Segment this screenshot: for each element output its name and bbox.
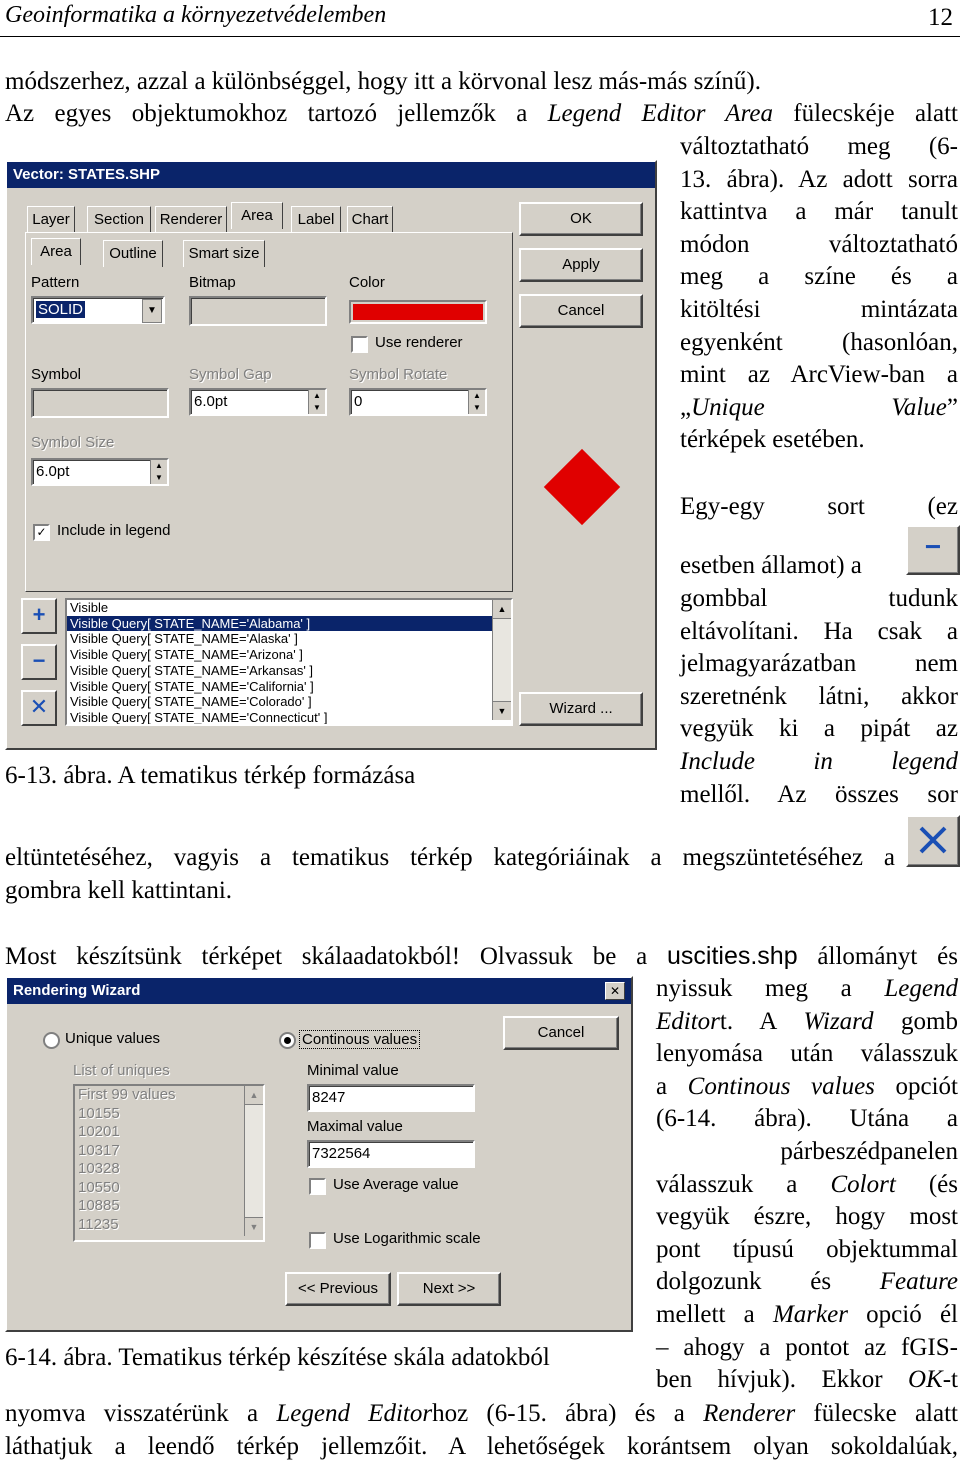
symbol-rotate-label: Symbol Rotate <box>349 366 448 383</box>
minimal-value-label: Minimal value <box>307 1062 399 1079</box>
subtab-smart-size[interactable]: Smart size <box>183 240 265 267</box>
apply-button[interactable]: Apply <box>519 248 643 282</box>
symbol-preview <box>544 449 620 525</box>
para2-line1: Egy-egy sort (ez <box>680 493 958 520</box>
wizard-button[interactable]: Wizard ... <box>519 692 643 726</box>
symbol-gap-label: Symbol Gap <box>189 366 272 383</box>
rendering-wizard-dialog <box>5 976 633 1332</box>
unique-values-label: Unique values <box>65 1030 161 1047</box>
list-item[interactable]: Visible <box>70 600 109 615</box>
list-item: 10328 <box>78 1160 120 1177</box>
scroll-down-icon[interactable]: ▼ <box>245 1217 263 1236</box>
maximal-value-input[interactable]: 7322564 <box>307 1140 475 1168</box>
tab-section[interactable]: Section <box>87 206 151 233</box>
use-log-checkbox[interactable] <box>309 1232 326 1249</box>
include-legend-checkbox[interactable]: ✓ <box>33 524 50 541</box>
list-item: 10550 <box>78 1178 120 1196</box>
continous-values-radio[interactable] <box>279 1032 296 1049</box>
unique-values-radio[interactable] <box>43 1032 60 1049</box>
para1-line2: Az egyes objektumokhoz tartozó jellemzők a Legend Editor Area fülecskéje alatt <box>5 100 958 127</box>
wizard-cancel-button[interactable]: Cancel <box>503 1016 619 1050</box>
pattern-label: Pattern <box>31 274 80 291</box>
use-log-label: Use Logarithmic scale <box>333 1230 481 1247</box>
symbol-gap-value: 6.0pt <box>194 393 228 410</box>
symbol-size-label: Symbol Size <box>31 434 115 451</box>
list-item: 10201 <box>78 1123 120 1140</box>
next-button[interactable]: Next >> <box>397 1272 501 1306</box>
maximal-value-label: Maximal value <box>307 1118 403 1135</box>
list-item: 10885 <box>78 1197 120 1214</box>
list-item[interactable]: Visible Query[ STATE_NAME='Alaska' ] <box>70 631 298 647</box>
bitmap-label: Bitmap <box>189 274 236 291</box>
figure1-caption: 6-13. ábra. A tematikus térkép formázása <box>5 762 416 789</box>
remove-all-button[interactable]: ✕ <box>21 690 57 726</box>
subtab-area[interactable]: Area <box>31 238 81 265</box>
para3-line1: Most készítsünk térképet skálaadatokból! Olvassuk be a uscities.shp állományt és <box>5 942 958 970</box>
list-item[interactable]: Visible Query[ STATE_NAME='Connecticut' ] <box>70 709 328 725</box>
tab-renderer[interactable]: Renderer <box>155 206 227 233</box>
list-item[interactable]: Visible Query[ STATE_NAME='Colorado' ] <box>70 694 312 710</box>
ok-button[interactable]: OK <box>519 202 643 236</box>
use-renderer-checkbox[interactable] <box>351 336 368 353</box>
list-item: First 99 values <box>78 1086 176 1103</box>
symbol-size-value: 6.0pt <box>36 463 70 480</box>
spin-arrows-icon[interactable]: ▲ ▼ <box>150 460 167 484</box>
para2-line2: esetben államot) a <box>680 552 862 579</box>
include-legend-label: Include in legend <box>57 522 171 539</box>
scroll-down-icon[interactable]: ▼ <box>493 701 511 720</box>
color-swatch[interactable] <box>349 300 487 324</box>
uniques-list[interactable] <box>73 1084 265 1242</box>
uniques-scrollbar[interactable] <box>244 1086 263 1236</box>
para1-line1: módszerhez, azzal a különbséggel, hogy itt a körvonal lesz más-más színű). <box>5 68 762 95</box>
symbol-size-input[interactable] <box>31 458 169 486</box>
cancel-button[interactable]: Cancel <box>519 294 643 328</box>
list-scrollbar[interactable] <box>492 600 511 720</box>
list-item[interactable]: Visible Query[ STATE_NAME='Arizona' ] <box>70 647 303 663</box>
symbol-gap-input[interactable] <box>189 388 327 416</box>
minimal-value-input[interactable]: 8247 <box>307 1084 475 1112</box>
scroll-up-icon[interactable]: ▲ <box>493 600 511 619</box>
symbol-rotate-input[interactable] <box>349 388 487 416</box>
spin-arrows-icon[interactable]: ▲ ▼ <box>308 390 325 414</box>
pattern-value: SOLID <box>38 301 84 318</box>
vector-dialog <box>5 160 657 750</box>
list-item[interactable]: Visible Query[ STATE_NAME='Alabama' ] <box>67 616 511 632</box>
rendering-wizard-title: Rendering Wizard <box>7 978 631 1004</box>
list-item: 11235 <box>78 1215 119 1233</box>
list-item: 10155 <box>78 1104 120 1122</box>
symbol-field[interactable] <box>31 388 169 418</box>
list-uniques-label: List of uniques <box>73 1062 170 1079</box>
close-x-icon <box>906 815 960 867</box>
tab-label[interactable]: Label <box>291 206 341 233</box>
para3-right-column: nyissuk meg a Legend Editort. A Wizard gomb lenyomása után válasszuk a Continous values opciót (6-14. ábra). Utána a párbeszédpanelen válasszuk a Colort (és vegyük észre, hogy most pont típusú objektummal dolgozunk és Feature mellett a Marker opció él – ahogy a pontot az fGIS- ben hívjuk). Ekkor OK-t <box>656 975 958 1394</box>
tab-layer[interactable]: Layer <box>27 206 75 233</box>
use-average-label: Use Average value <box>333 1176 459 1193</box>
spin-arrows-icon[interactable]: ▲ ▼ <box>468 390 485 414</box>
previous-button[interactable]: << Previous <box>285 1272 391 1306</box>
para2-full: eltüntetéséhez, vagyis a tematikus térkép kategóriáinak a megszüntetéséhez a gombra kell kattintani. <box>5 844 895 904</box>
tab-chart[interactable]: Chart <box>347 206 393 233</box>
para1-right-column: változtatható meg (6- 13. ábra). Az adott sorra kattintva a már tanult módon változtatható meg a színe és a kitöltési mintázata egyenként (hasonlóan, mint az ArcView-ban a „Unique Value” térképek esetében. <box>680 133 958 454</box>
minus-icon: − <box>906 525 960 575</box>
symbol-label: Symbol <box>31 366 82 383</box>
add-button[interactable]: + <box>21 598 57 634</box>
list-item[interactable]: Visible Query[ STATE_NAME='California' ] <box>70 678 314 694</box>
category-list[interactable] <box>65 598 513 726</box>
list-item[interactable]: Visible Query[ STATE_NAME='Arkansas' ] <box>70 662 314 678</box>
continous-values-label: Continous values <box>299 1030 420 1049</box>
vector-dialog-title: Vector: STATES.SHP <box>7 162 655 188</box>
header-rule <box>0 36 960 37</box>
running-header: Geoinformatika a környezetvédelemben <box>5 2 387 28</box>
bitmap-field[interactable] <box>189 296 327 326</box>
subtab-outline[interactable]: Outline <box>103 240 163 267</box>
scroll-up-icon[interactable]: ▲ <box>245 1086 263 1105</box>
symbol-rotate-value: 0 <box>354 393 363 410</box>
pattern-select[interactable] <box>31 296 165 324</box>
list-item: 10317 <box>78 1141 120 1159</box>
tab-area[interactable]: Area <box>231 202 283 229</box>
para2-right-column: gombbal tudunk eltávolítani. Ha csak a jelmagyarázatban nem szeretnénk látni, akkor vegyük ki a pipát az Include in legend mellől. Az összes sor <box>680 585 958 808</box>
chevron-down-icon[interactable]: ▼ <box>142 299 162 323</box>
remove-button[interactable]: − <box>21 644 57 680</box>
para3-full: nyomva visszatérünk a Legend Editorhoz (6-15. ábra) és a Renderer fülecske alatt láthatjuk a leendő térkép jellemzőit. A lehetőségek korántsem olyan sokoldalúak, <box>5 1400 958 1460</box>
figure2-caption: 6-14. ábra. Tematikus térkép készítése skála adatokból <box>5 1344 550 1371</box>
use-renderer-label: Use renderer <box>375 334 463 351</box>
use-average-checkbox[interactable] <box>309 1178 326 1195</box>
color-label: Color <box>349 274 385 291</box>
page-number: 12 <box>928 4 953 31</box>
close-icon[interactable]: ✕ <box>605 982 625 1000</box>
